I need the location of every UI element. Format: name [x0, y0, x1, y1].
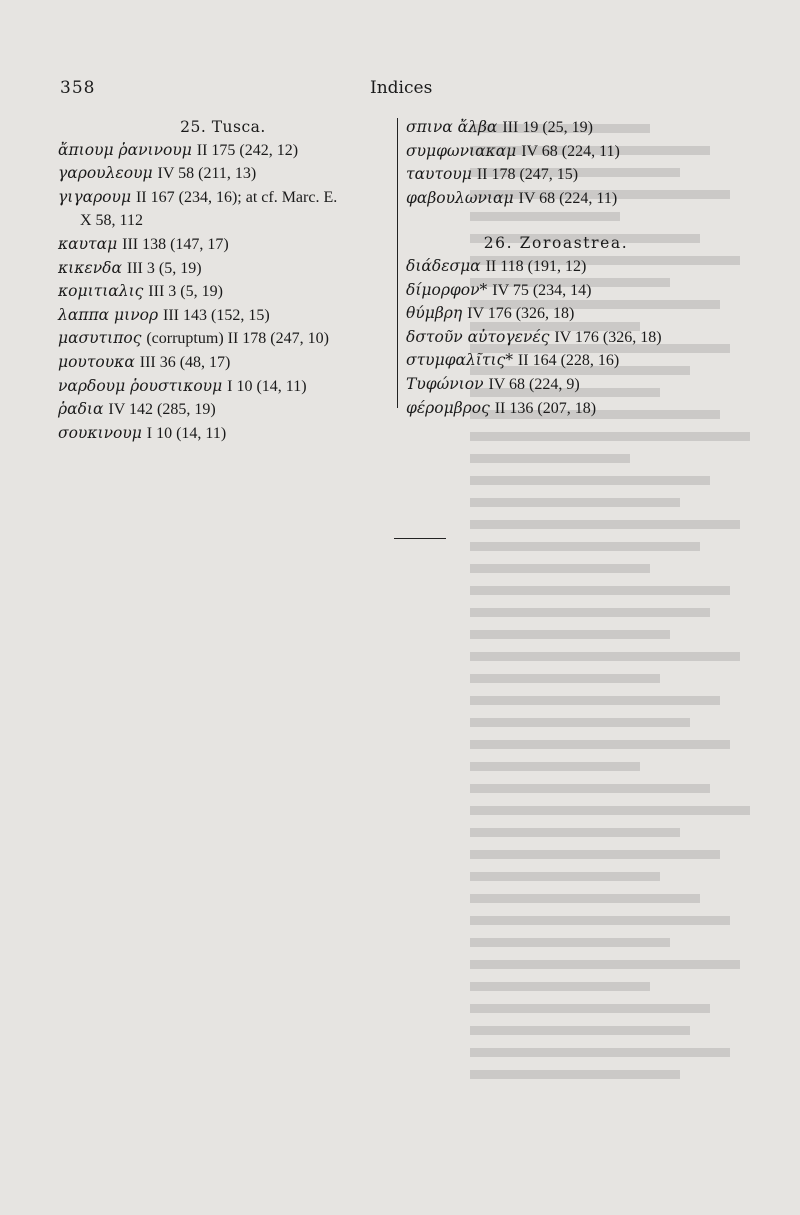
entry-ref: II 167 (234, 16); at cf. Marc. E.: [135, 188, 338, 206]
entry-term: διάδεσμα: [406, 256, 481, 275]
entry-ref: III 138 (147, 17): [122, 235, 229, 253]
entry-term: φαβουλωνιαμ: [406, 188, 514, 207]
entry-ref: I 10 (14, 11): [146, 424, 227, 442]
entry-ref: II 164 (228, 16): [517, 352, 620, 370]
entry-ref: (corruptum) II 178 (247, 10): [146, 330, 329, 348]
entry-term: θύμβρη: [406, 304, 463, 323]
entry-term: στυμφαλῖτις*: [406, 351, 513, 370]
entry-term: ῥαδια: [58, 400, 104, 419]
entry-ref: IV 142 (285, 19): [108, 401, 216, 419]
index-entry: [406, 326, 706, 350]
entry-term: σπινα ἄλβα: [406, 118, 498, 136]
index-entry-continuation: [58, 209, 388, 233]
entry-ref: II 136 (207, 18): [494, 399, 597, 417]
entry-ref: II 118 (191, 12): [485, 257, 587, 275]
index-entry: [58, 186, 388, 210]
entry-term: φέρομβρος: [406, 398, 490, 417]
entry-term: μασυτιπος: [58, 329, 142, 348]
entry-term: ἄπιουμ ῥανινουμ: [58, 140, 192, 159]
entry-term: γιγαρουμ: [58, 187, 132, 206]
entry-term: ναρδουμ ῥουστικουμ: [58, 376, 223, 395]
index-entry: [406, 116, 706, 140]
index-entry: [406, 349, 706, 373]
right-column: [398, 116, 706, 420]
entry-term: καυταμ: [58, 234, 118, 253]
index-entry: [406, 373, 706, 397]
entry-term: Τυφώνιον: [406, 374, 484, 393]
entry-ref: IV 176 (326, 18): [554, 328, 662, 346]
index-entry: [406, 279, 706, 303]
entry-term: λαππα μινορ: [58, 305, 159, 324]
entry-ref: IV 176 (326, 18): [467, 305, 575, 323]
entry-term: δίμορφον*: [406, 280, 488, 299]
index-entry: [58, 233, 388, 257]
index-entry: [58, 375, 388, 399]
index-entry: [58, 327, 388, 351]
index-entry: [58, 351, 388, 375]
index-entry: [58, 398, 388, 422]
entry-ref: III 3 (5, 19): [126, 259, 202, 277]
entry-ref: X 58, 112: [80, 212, 143, 230]
section-title-tusca: 25. Tusca.: [180, 118, 266, 136]
page-number: 358: [60, 78, 96, 98]
entry-term: σουκινουμ: [58, 423, 142, 442]
running-head: Indices: [370, 78, 433, 98]
entry-term: δστοῦν αὐτογενές: [406, 327, 550, 346]
entry-ref: IV 75 (234, 14): [492, 281, 592, 299]
entry-ref: IV 58 (211, 13): [157, 165, 257, 183]
entry-term: ταυτουμ: [406, 165, 472, 184]
index-entry: [58, 162, 388, 186]
entry-term: μουτουκα: [58, 352, 135, 371]
index-entry: [58, 304, 388, 328]
entry-term: συμφωνιακαμ: [406, 141, 517, 160]
index-entry: [58, 280, 388, 304]
index-entry: [406, 163, 706, 187]
index-entry: [406, 187, 706, 211]
entry-ref: IV 68 (224, 9): [488, 375, 580, 393]
entry-ref: III 19 (25, 19): [502, 119, 593, 136]
entry-ref: IV 68 (224, 11): [521, 142, 620, 160]
left-column: [58, 116, 388, 445]
section-end-rule: [394, 538, 446, 539]
entry-ref: II 175 (242, 12): [196, 141, 299, 159]
entry-ref: III 3 (5, 19): [148, 283, 223, 301]
entry-ref: II 178 (247, 15): [476, 166, 579, 184]
spacer: [406, 210, 706, 232]
index-entry: [406, 397, 706, 421]
section-title-zoroastrea: 26. Zoroastrea.: [483, 234, 629, 253]
index-entry: [58, 139, 388, 163]
entry-term: κικενδα: [58, 258, 122, 277]
entry-term: γαρουλεουμ: [58, 164, 153, 183]
index-entry: [406, 140, 706, 164]
index-entry: [58, 422, 388, 446]
entry-ref: IV 68 (224, 11): [518, 189, 618, 207]
index-entry: [406, 302, 706, 326]
entry-ref: III 143 (152, 15): [163, 306, 270, 324]
page-header: [0, 74, 800, 102]
entry-ref: III 36 (48, 17): [139, 353, 231, 371]
index-entry: [58, 257, 388, 281]
entry-ref: I 10 (14, 11): [227, 377, 307, 395]
entry-term: κομιτιαλις: [58, 282, 144, 301]
index-entry: [406, 255, 706, 279]
